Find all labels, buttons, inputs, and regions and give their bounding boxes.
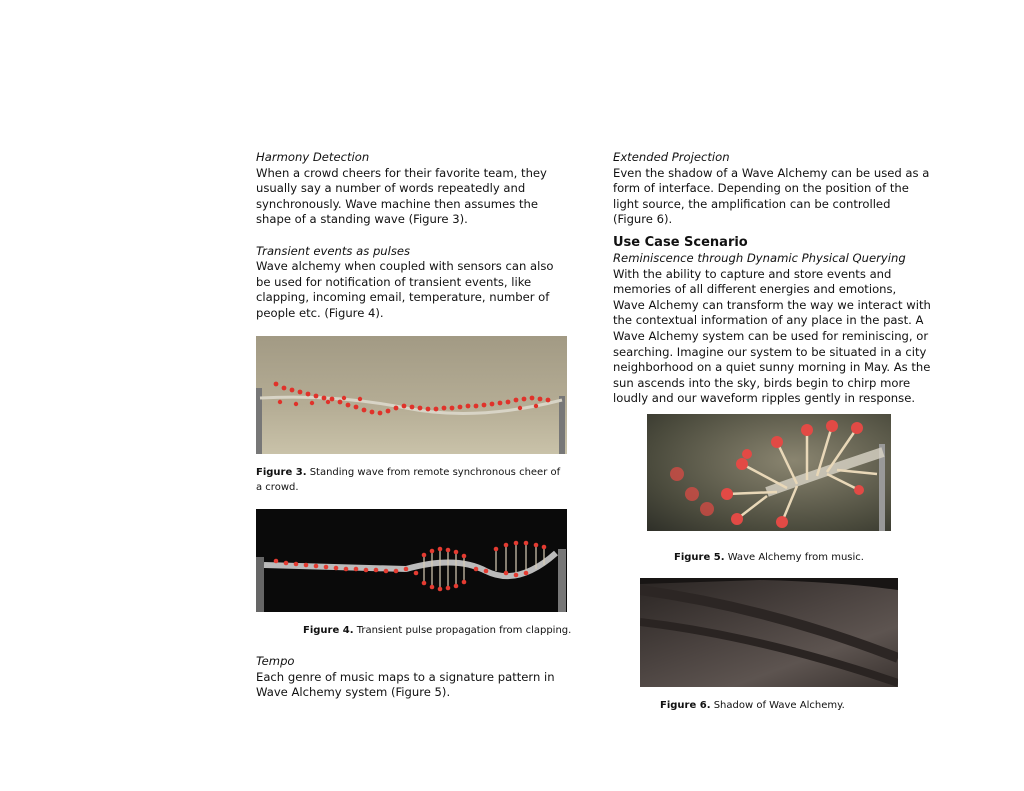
- figure-5-caption: [674, 550, 894, 565]
- figure-5-image: [647, 414, 891, 531]
- tempo-body: Each genre of music maps to a signature pattern in Wave Alchemy system (Figure 5).: [256, 669, 555, 700]
- use-case-heading: Use Case Scenario: [613, 234, 748, 250]
- tempo-title: Tempo: [256, 654, 295, 668]
- figure-6-caption: [660, 698, 880, 713]
- use-case-subtitle: Reminiscence through Dynamic Physical Querying: [613, 250, 906, 265]
- figure-3-image: [256, 336, 567, 454]
- tempo-section: [256, 654, 568, 701]
- figure-6-label: Figure 6.: [660, 700, 711, 711]
- figure-6-text: Shadow of Wave Alchemy.: [713, 700, 845, 711]
- figure-3-label: Figure 3.: [256, 467, 307, 478]
- figure-3-text: Standing wave from remote synchronous cheer of a crowd.: [256, 467, 561, 493]
- transient-events-title: Transient events as pulses: [256, 243, 411, 258]
- harmony-detection-body: When a crowd cheers for their favorite team, they usually say a number of words repeatedly and synchronously. Wave machine then assumes the shape of a standing wave (Figure 3).: [256, 165, 547, 227]
- extended-projection-body: Even the shadow of a Wave Alchemy can be used as a form of interface. Depending on the position of the light source, the amplification can be controlled (Figure 6).: [613, 165, 930, 227]
- extended-projection-title: Extended Projection: [613, 150, 730, 164]
- harmony-detection-title: Harmony Detection: [256, 150, 370, 164]
- figure-4-caption: [303, 623, 573, 638]
- figure-4-label: Figure 4.: [303, 625, 354, 636]
- figure-4-text: Transient pulse propagation from clapping.: [356, 625, 572, 636]
- figure-5-label: Figure 5.: [674, 552, 725, 563]
- right-column: [613, 150, 931, 407]
- figure-3-caption: [256, 465, 568, 495]
- left-column: [256, 150, 568, 322]
- transient-events-body: Wave alchemy when coupled with sensors can also be used for notification of transient events, like clapping, incoming email, temperature, number of people etc. (Figure 4).: [256, 259, 554, 320]
- use-case-body: With the ability to capture and store events and memories of all different energies and emotions, Wave Alchemy can transform the way we interact with the contextual information of any place in the past. A Wave Alchemy system can be used for reminiscing, or searching. Imagine our system to be situated in a city neighborhood on a quiet sunny morning in May. As the sun ascends into the sky, birds begin to chirp more loudly and our waveform ripples gently in response.: [613, 266, 931, 406]
- figure-5-text: Wave Alchemy from music.: [727, 552, 864, 563]
- figure-4-image: [256, 509, 567, 612]
- figure-6-image: [640, 578, 898, 687]
